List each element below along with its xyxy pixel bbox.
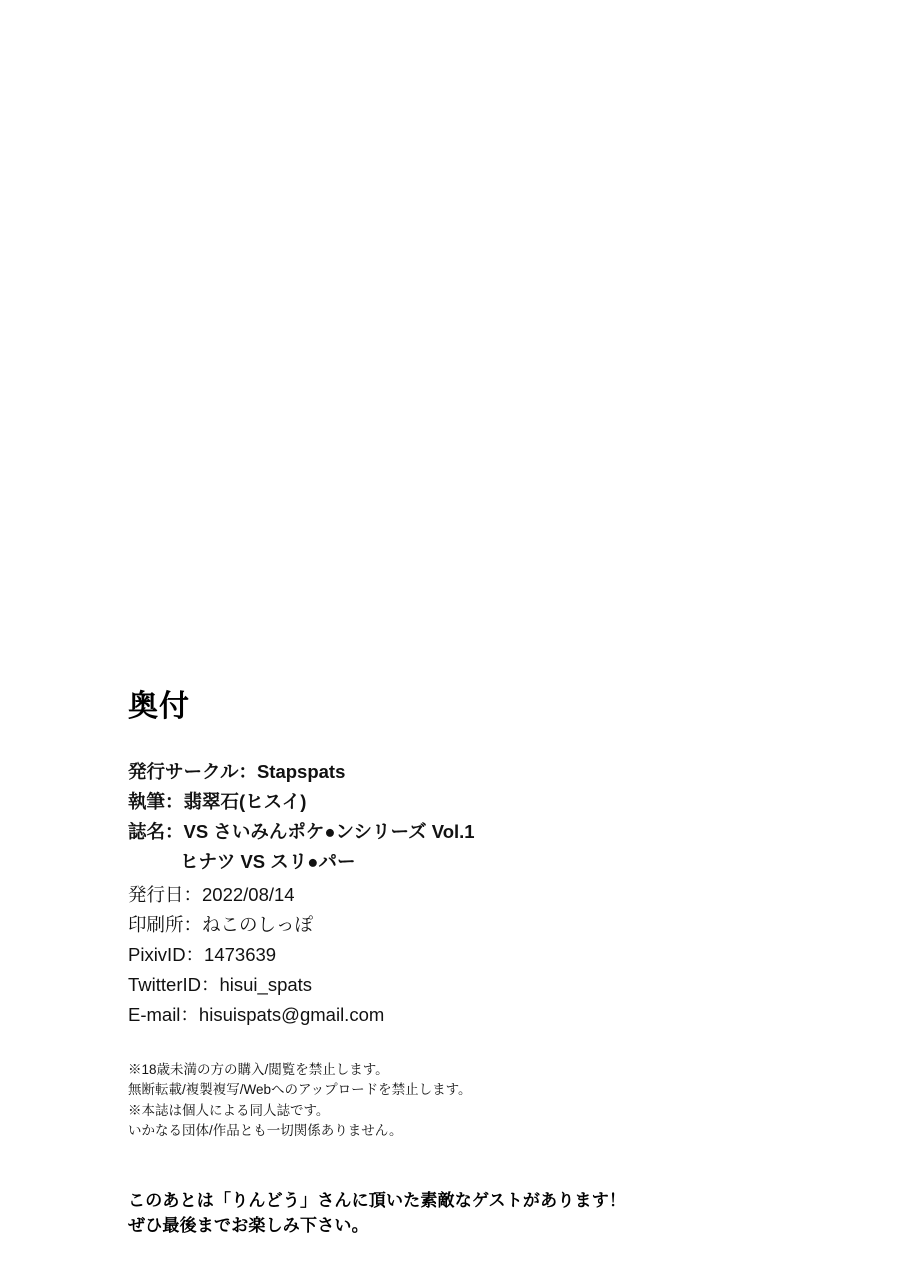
notice-line-disclaimer: いかなる団体/作品とも一切関係ありません。 <box>128 1123 403 1139</box>
info-line-twitter-id: TwitterID：hisui_spats <box>128 973 313 995</box>
info-line-pixiv-id: PixivID：1473639 <box>128 943 277 965</box>
footer-line-enjoy: ぜひ最後までお楽しみ下さい。 <box>128 1216 369 1236</box>
info-line-subtitle: ヒナツ VS スリ●パー <box>180 850 356 872</box>
footer-line-guest: このあとは「りんどう」さんに頂いた素敵なゲストがあります！ <box>128 1190 627 1210</box>
notice-line-reproduction: 無断転載/複製複写/Webへのアップロードを禁止します。 <box>128 1082 472 1098</box>
info-line-title: 誌名：VS さいみんポケ●ンシリーズ Vol.1 <box>128 820 475 842</box>
colophon-section <box>128 690 828 1239</box>
info-line-author: 執筆：翡翠石(ヒスイ) <box>128 790 307 812</box>
notice-block <box>128 1060 828 1142</box>
notice-line-age-restriction: ※18歳未満の方の購入/閲覧を禁止します。 <box>128 1061 389 1077</box>
info-line-publish-date: 発行日：2022/08/14 <box>128 883 295 905</box>
info-line-email: E-mail：hisuispats@gmail.com <box>128 1003 385 1025</box>
notice-line-doujin: ※本誌は個人による同人誌です。 <box>128 1102 330 1118</box>
info-line-printer: 印刷所：ねこのしっぽ <box>128 913 314 935</box>
info-line-circle: 発行サークル：Stapspats <box>128 761 346 782</box>
page-title: 奥付 <box>128 690 190 723</box>
publication-info-block <box>128 757 828 1030</box>
footer-message-block <box>128 1188 828 1239</box>
